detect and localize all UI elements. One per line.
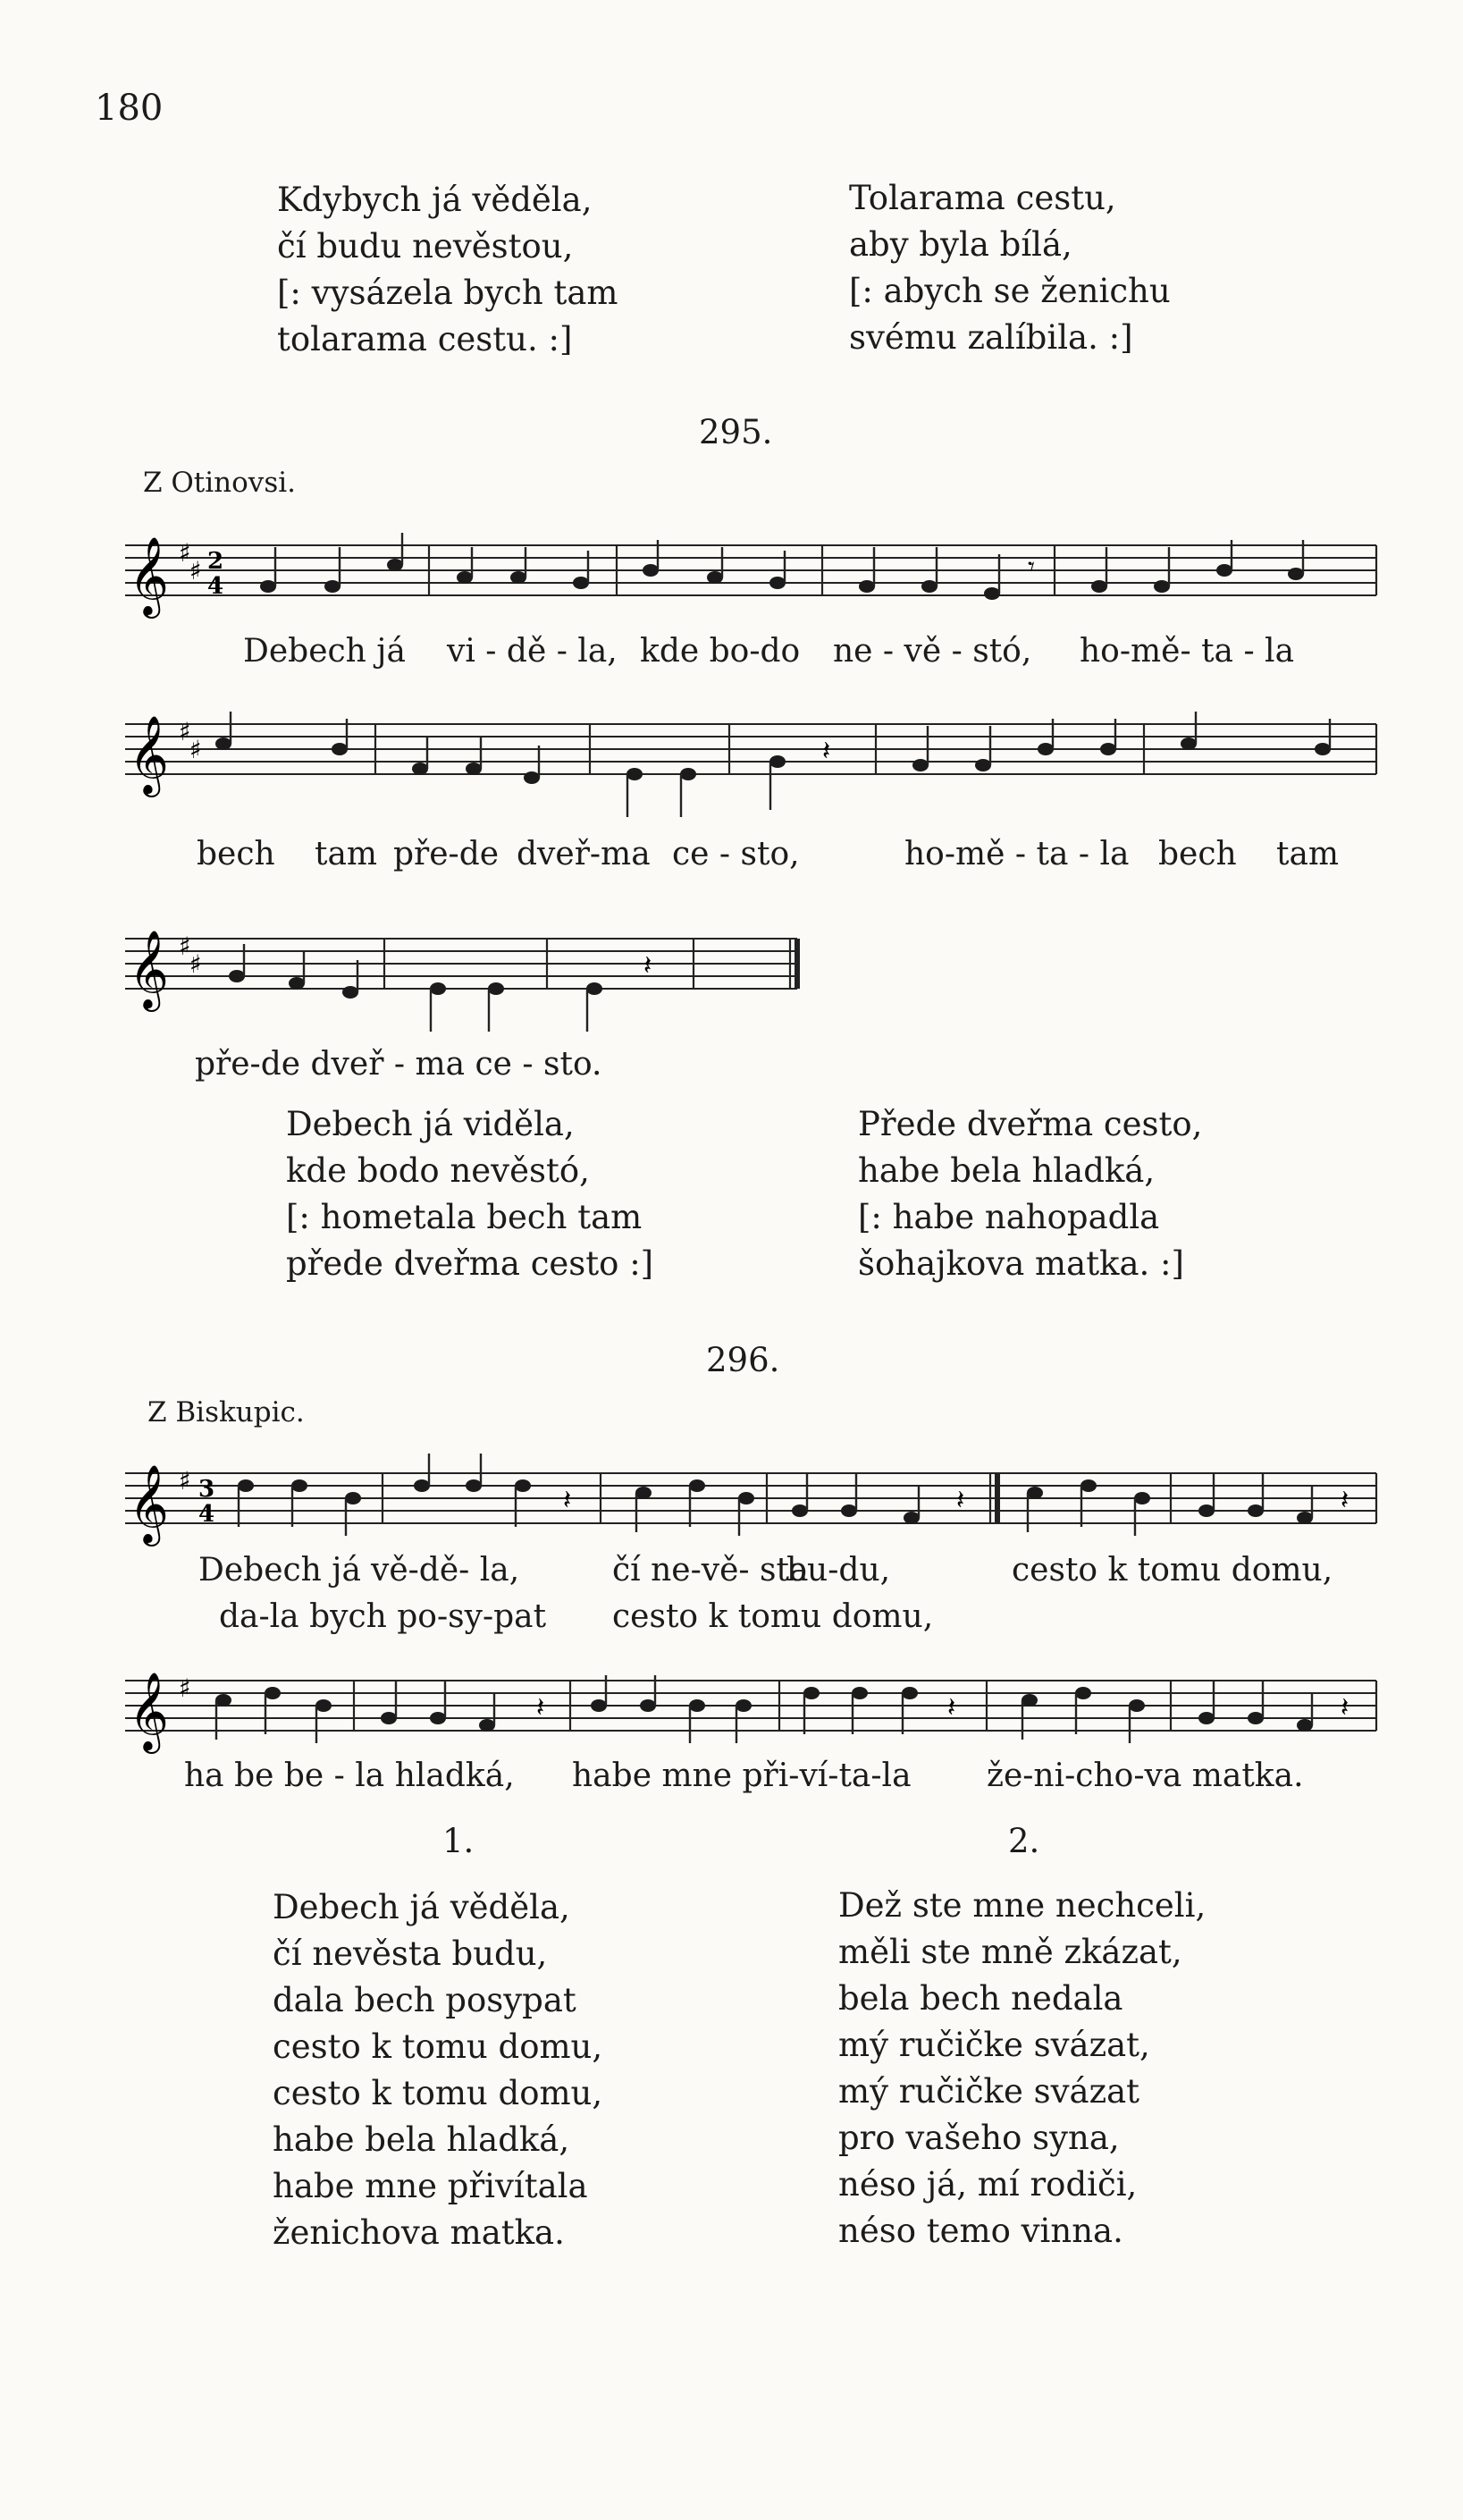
verse-line: Dež ste mne nechceli, [838,1886,1207,1925]
verse-line: mý ručičke svázat, [838,2026,1150,2064]
lyrics-296-2-a: ha be be - la hladká, [184,1757,515,1794]
treble-clef-icon: 𝄞 [129,1463,169,1543]
rest-icon: 𝄽 [1341,1692,1349,1724]
verse-line: čí budu nevěstou, [277,227,574,265]
verse-line: Přede dveřma cesto, [858,1105,1203,1143]
verse-line: šohajkova matka. :] [858,1244,1184,1283]
lyrics-296-2-c: že-ni-cho-va matka. [987,1757,1304,1794]
top-verse-left [277,177,618,363]
staff-295-1 [89,527,1381,626]
sharp-icon: ♯ [179,717,191,746]
verse-line: dala bech posypat [273,1981,576,2019]
verse-line: Debech já viděla, [286,1105,575,1143]
treble-clef-icon: 𝄞 [129,714,169,794]
verse-line: Tolarama cestu, [849,179,1116,217]
rest-icon: 𝄽 [563,1485,572,1516]
lyrics-296-1-e: cesto k tomu domu, [1012,1552,1333,1589]
sharp-icon: ♯ [189,949,202,979]
verse-line: cesto k tomu domu, [273,2027,603,2066]
verse-line: tolarama cestu. :] [277,320,573,358]
rest-icon: 𝄽 [956,1485,965,1516]
verse-295-right [858,1101,1202,1287]
song-number-295: 295. [699,413,773,451]
verse-line: néso temo vinna. [838,2212,1123,2250]
time-signature: 4 [198,1501,215,1528]
song-origin-296: Z Biskupic. [147,1396,305,1429]
verse-line: mý ručičke svázat [838,2072,1139,2111]
lyrics-295-2-d: dveř-ma [517,836,651,872]
time-signature: 4 [207,573,224,600]
time-signature: 2 [207,548,224,575]
rest-icon: 𝄽 [947,1692,956,1724]
time-signature: 3 [198,1476,215,1503]
verse-line: habe bela hladká, [273,2120,570,2159]
verse-line: pro vašeho syna, [838,2119,1120,2157]
verse-295-left [286,1101,653,1287]
lyrics-296-1-d: bu-du, [786,1552,891,1589]
lyrics-295-1-b: vi - dě - la, [447,633,618,670]
lyrics-296-1b-b: cesto k tomu domu, [612,1598,934,1635]
verse-line: Debech já věděla, [273,1888,570,1926]
lyrics-295-1-c: kde bo-do [640,633,801,670]
lyrics-295-2-c: pře-de [393,836,500,872]
lyrics-295-2-a: bech [197,836,275,872]
verse-number-1: 1. [442,1822,475,1860]
verse-line: Kdybych já věděla, [277,181,593,219]
verse-line: svému zalíbila. :] [849,318,1133,357]
top-verse-right [849,175,1171,361]
sharp-icon: ♯ [179,931,191,961]
verse-line: [: vysázela bych tam [277,274,618,312]
sharp-icon: ♯ [189,556,202,586]
rest-icon: 𝄽 [536,1692,545,1724]
lyrics-296-1-b: vě-dě- la, [371,1552,520,1589]
verse-line: [: hometala bech tam [286,1198,643,1236]
lyrics-296-1b-a: da-la bych po-sy-pat [219,1598,547,1635]
sharp-icon: ♯ [179,538,191,568]
rest-icon: 𝄾 [1028,552,1035,583]
verse-line: aby byla bílá, [849,225,1072,264]
verse-line: čí nevěsta budu, [273,1934,548,1973]
lyrics-295-1-e: ho-mě- ta - la [1080,633,1295,670]
staff-296-1 [89,1455,1381,1554]
song-number-296: 296. [706,1341,780,1379]
lyrics-295-3: pře-de dveř - ma ce - sto. [195,1046,602,1083]
sharp-icon: ♯ [179,1466,191,1496]
staff-295-2 [89,706,1381,831]
rest-icon: 𝄽 [1341,1485,1349,1516]
page-number: 180 [95,88,164,129]
rest-icon: 𝄽 [822,736,831,767]
treble-clef-icon: 𝄞 [129,535,169,615]
sharp-icon: ♯ [179,1673,191,1703]
verse-line: néso já, mí rodiči, [838,2165,1138,2204]
verse-line: přede dveřma cesto :] [286,1244,654,1283]
verse-line: [: habe nahopadla [858,1198,1160,1236]
verse-line: ženichova matka. [273,2213,565,2252]
verse-296-right [838,1883,1206,2255]
treble-clef-icon: 𝄞 [129,1671,169,1750]
verse-line: habe mne přivítala [273,2167,588,2205]
lyrics-296-1-c: čí ne-vě- sta [612,1552,809,1589]
verse-line: měli ste mně zkázat, [838,1933,1182,1971]
verse-number-2: 2. [1008,1822,1040,1860]
lyrics-295-2-h: tam [1276,836,1340,872]
lyrics-295-2-g: bech [1158,836,1237,872]
verse-line: kde bodo nevěstó, [286,1151,590,1190]
rest-icon: 𝄽 [643,950,652,982]
lyrics-295-2-e: ce - sto, [672,836,800,872]
notes [260,533,1304,600]
sharp-icon: ♯ [189,735,202,764]
lyrics-296-2-b: habe mne při-ví-ta-la [572,1757,912,1794]
lyrics-295-1-d: ne - vě - stó, [833,633,1032,670]
verse-line: bela bech nedala [838,1979,1123,2018]
staff-296-2 [89,1663,1381,1761]
verse-line: habe bela hladká, [858,1151,1156,1190]
verse-line: cesto k tomu domu, [273,2074,603,2112]
lyrics-295-1-a: Debech já [243,633,406,670]
lyrics-296-1-a: Debech já [198,1552,361,1589]
lyrics-295-2-f: ho-mě - ta - la [904,836,1130,872]
song-origin-295: Z Otinovsi. [143,467,296,499]
lyrics-295-2-b: tam [315,836,378,872]
verse-line: [: abych se ženichu [849,272,1171,310]
staff-295-3 [89,921,804,1046]
treble-clef-icon: 𝄞 [129,929,169,1008]
verse-296-left [273,1884,602,2256]
